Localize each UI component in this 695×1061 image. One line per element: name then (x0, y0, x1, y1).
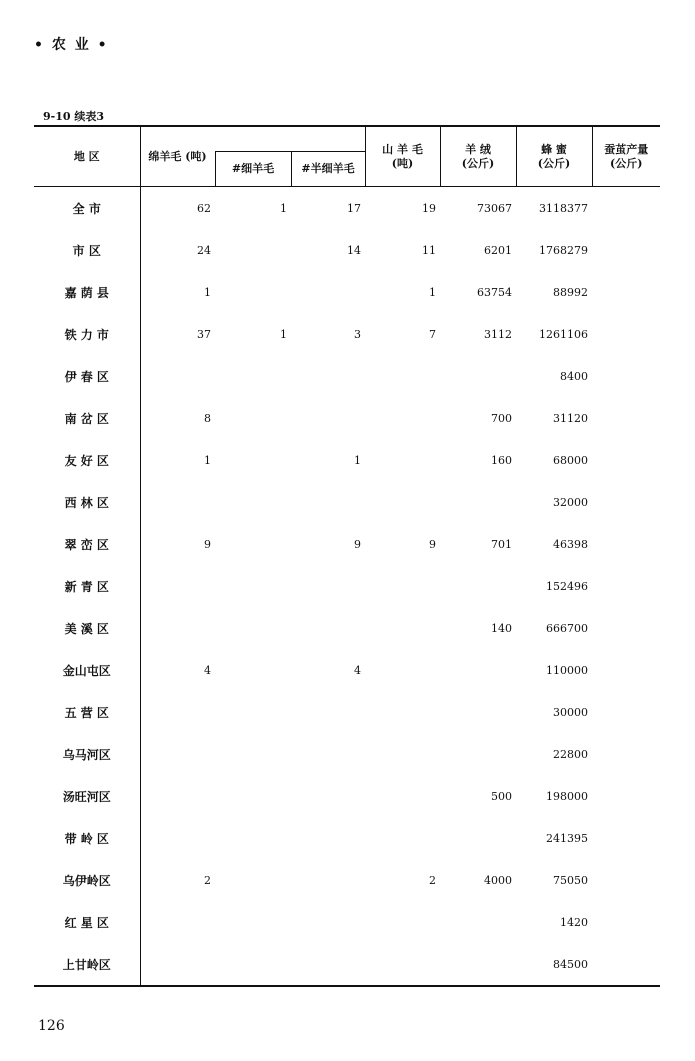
goat-cell (365, 397, 440, 439)
wool-cell (140, 481, 215, 523)
table-row (34, 355, 660, 397)
fine-cell (215, 397, 291, 439)
semi-cell (291, 817, 365, 859)
cashmere-cell (440, 691, 516, 733)
header-honey: 蜂 蜜 (公斤) (516, 126, 592, 187)
cashmere-cell (440, 901, 516, 943)
header-semi-fine-wool: #半细羊毛 (291, 152, 365, 187)
semi-cell (291, 943, 365, 986)
wool-cell: 4 (140, 649, 215, 691)
statistics-table (34, 125, 660, 987)
cocoon-cell (592, 355, 660, 397)
cocoon-cell (592, 817, 660, 859)
fine-cell (215, 943, 291, 986)
semi-cell (291, 607, 365, 649)
table-row (34, 649, 660, 691)
semi-cell (291, 565, 365, 607)
region-cell: 金山屯区 (62, 663, 111, 678)
table-row (34, 817, 660, 859)
wool-cell (140, 943, 215, 986)
goat-cell: 1 (429, 285, 436, 299)
page-number: 126 (38, 1018, 65, 1034)
wool-cell (140, 691, 215, 733)
header-wool-subgroup (215, 126, 365, 152)
semi-cell (291, 355, 365, 397)
wool-cell: 1 (140, 439, 215, 481)
wool-cell: 24 (140, 229, 215, 271)
header-region: 地 区 (34, 126, 140, 187)
table-body (34, 187, 660, 987)
cashmere-cell: 160 (491, 453, 512, 467)
cashmere-cell (440, 817, 516, 859)
wool-cell: 62 (140, 187, 215, 230)
goat-cell (365, 565, 440, 607)
cashmere-cell: 6201 (484, 243, 512, 257)
table-row (34, 523, 660, 565)
region-cell: 乌伊岭区 (62, 873, 111, 888)
goat-cell (365, 901, 440, 943)
cashmere-cell (440, 733, 516, 775)
fine-cell (215, 691, 291, 733)
cashmere-cell: 63754 (477, 285, 512, 299)
fine-cell (215, 649, 291, 691)
honey-cell: 3118377 (539, 201, 588, 215)
cashmere-cell: 701 (491, 537, 512, 551)
table-code: 9-10 续表3 (43, 110, 105, 123)
header-cashmere: 羊 绒 (公斤) (440, 126, 516, 187)
region-cell: 翠 峦 区 (64, 537, 109, 552)
table-row (34, 187, 660, 230)
cashmere-cell: 140 (491, 621, 512, 635)
wool-cell (140, 901, 215, 943)
semi-cell (291, 775, 365, 817)
semi-cell (291, 271, 365, 313)
goat-cell (365, 943, 440, 986)
honey-cell: 1420 (560, 915, 588, 929)
cocoon-cell (592, 901, 660, 943)
cocoon-cell (592, 313, 660, 355)
cocoon-cell (592, 481, 660, 523)
honey-cell: 31120 (553, 411, 588, 425)
fine-cell (215, 607, 291, 649)
region-cell: 五 营 区 (64, 705, 109, 720)
wool-cell: 2 (140, 859, 215, 901)
fine-cell (215, 859, 291, 901)
cocoon-cell (592, 733, 660, 775)
goat-cell (365, 691, 440, 733)
cocoon-cell (592, 439, 660, 481)
honey-cell: 1261106 (539, 327, 588, 341)
honey-cell: 198000 (546, 789, 588, 803)
goat-cell (365, 817, 440, 859)
fine-cell (215, 271, 291, 313)
table-row (34, 691, 660, 733)
fine-cell: 1 (280, 327, 287, 341)
cocoon-cell (592, 187, 660, 230)
cocoon-cell (592, 607, 660, 649)
cocoon-cell (592, 397, 660, 439)
fine-cell (215, 901, 291, 943)
goat-cell: 2 (429, 873, 436, 887)
semi-cell: 3 (354, 327, 361, 341)
wool-cell: 1 (140, 271, 215, 313)
region-cell: 友 好 区 (64, 453, 109, 468)
goat-cell: 9 (429, 537, 436, 551)
wool-cell (140, 355, 215, 397)
region-cell: 新 青 区 (64, 579, 109, 594)
cashmere-cell: 73067 (477, 201, 512, 215)
fine-cell (215, 565, 291, 607)
cocoon-cell (592, 565, 660, 607)
fine-cell (215, 481, 291, 523)
semi-cell: 17 (347, 201, 361, 215)
wool-cell (140, 775, 215, 817)
cocoon-cell (592, 943, 660, 986)
honey-cell: 32000 (553, 495, 588, 509)
semi-cell (291, 859, 365, 901)
table-row (34, 313, 660, 355)
cashmere-cell (440, 481, 516, 523)
honey-cell: 84500 (516, 943, 592, 986)
cocoon-cell (592, 523, 660, 565)
cocoon-cell (592, 859, 660, 901)
cashmere-cell (440, 943, 516, 986)
region-cell: 美 溪 区 (64, 621, 109, 636)
honey-cell: 8400 (560, 369, 588, 383)
wool-cell (140, 607, 215, 649)
region-cell: 汤旺河区 (62, 789, 111, 804)
section-header: • 农 业 • (34, 37, 109, 53)
table-row (34, 901, 660, 943)
goat-cell (365, 649, 440, 691)
region-cell: 伊 春 区 (64, 369, 109, 384)
cashmere-cell: 4000 (484, 873, 512, 887)
table-row (34, 565, 660, 607)
table-row (34, 397, 660, 439)
honey-cell: 30000 (553, 705, 588, 719)
honey-cell: 241395 (546, 831, 588, 845)
wool-cell: 8 (140, 397, 215, 439)
wool-cell (140, 733, 215, 775)
region-cell: 红 星 区 (64, 915, 109, 930)
header-fine-wool: #细羊毛 (215, 152, 291, 187)
region-cell: 市 区 (72, 243, 101, 258)
region-cell: 全 市 (72, 201, 101, 216)
semi-cell: 1 (354, 453, 361, 467)
cashmere-cell (440, 355, 516, 397)
table-row (34, 271, 660, 313)
fine-cell (215, 775, 291, 817)
cocoon-cell (592, 775, 660, 817)
cashmere-cell: 700 (491, 411, 512, 425)
honey-cell: 68000 (553, 453, 588, 467)
semi-cell (291, 397, 365, 439)
table-row (34, 481, 660, 523)
table-row (34, 775, 660, 817)
honey-cell: 666700 (546, 621, 588, 635)
semi-cell (291, 481, 365, 523)
goat-cell (365, 481, 440, 523)
wool-cell: 9 (140, 523, 215, 565)
cocoon-cell (592, 691, 660, 733)
cashmere-cell: 500 (491, 789, 512, 803)
cashmere-cell (440, 649, 516, 691)
semi-cell (291, 733, 365, 775)
semi-cell: 4 (354, 663, 361, 677)
table-row (34, 733, 660, 775)
honey-cell: 88992 (553, 285, 588, 299)
fine-cell (215, 355, 291, 397)
semi-cell: 9 (354, 537, 361, 551)
honey-cell: 152496 (546, 579, 588, 593)
fine-cell: 1 (280, 201, 287, 215)
semi-cell (291, 691, 365, 733)
honey-cell: 22800 (553, 747, 588, 761)
goat-cell (365, 733, 440, 775)
honey-cell: 46398 (553, 537, 588, 551)
table-row (34, 439, 660, 481)
cashmere-cell (440, 565, 516, 607)
table-row (34, 859, 660, 901)
semi-cell: 14 (347, 243, 361, 257)
fine-cell (215, 733, 291, 775)
region-cell: 南 岔 区 (64, 411, 109, 426)
fine-cell (215, 523, 291, 565)
goat-cell: 11 (422, 243, 436, 257)
wool-cell (140, 817, 215, 859)
cashmere-cell: 3112 (484, 327, 512, 341)
region-cell: 上甘岭区 (34, 943, 140, 986)
goat-cell (365, 439, 440, 481)
goat-cell: 19 (422, 201, 436, 215)
fine-cell (215, 817, 291, 859)
table-row (34, 607, 660, 649)
honey-cell: 110000 (546, 663, 588, 677)
region-cell: 西 林 区 (64, 495, 109, 510)
header-goat-hair: 山 羊 毛 (吨) (365, 126, 440, 187)
goat-cell: 7 (429, 327, 436, 341)
header-cocoon: 蚕茧产量 (公斤) (592, 126, 660, 187)
honey-cell: 75050 (553, 873, 588, 887)
table-row (34, 943, 660, 986)
cocoon-cell (592, 229, 660, 271)
region-cell: 铁 力 市 (64, 327, 109, 342)
goat-cell (365, 607, 440, 649)
wool-cell: 37 (140, 313, 215, 355)
cocoon-cell (592, 271, 660, 313)
semi-cell (291, 901, 365, 943)
honey-cell: 1768279 (539, 243, 588, 257)
region-cell: 嘉 荫 县 (64, 285, 109, 300)
table-row (34, 229, 660, 271)
goat-cell (365, 355, 440, 397)
fine-cell (215, 229, 291, 271)
wool-cell (140, 565, 215, 607)
header-wool: 绵羊毛 (吨) (140, 126, 215, 187)
cocoon-cell (592, 649, 660, 691)
region-cell: 带 岭 区 (64, 831, 109, 846)
fine-cell (215, 439, 291, 481)
region-cell: 乌马河区 (62, 747, 111, 762)
goat-cell (365, 775, 440, 817)
